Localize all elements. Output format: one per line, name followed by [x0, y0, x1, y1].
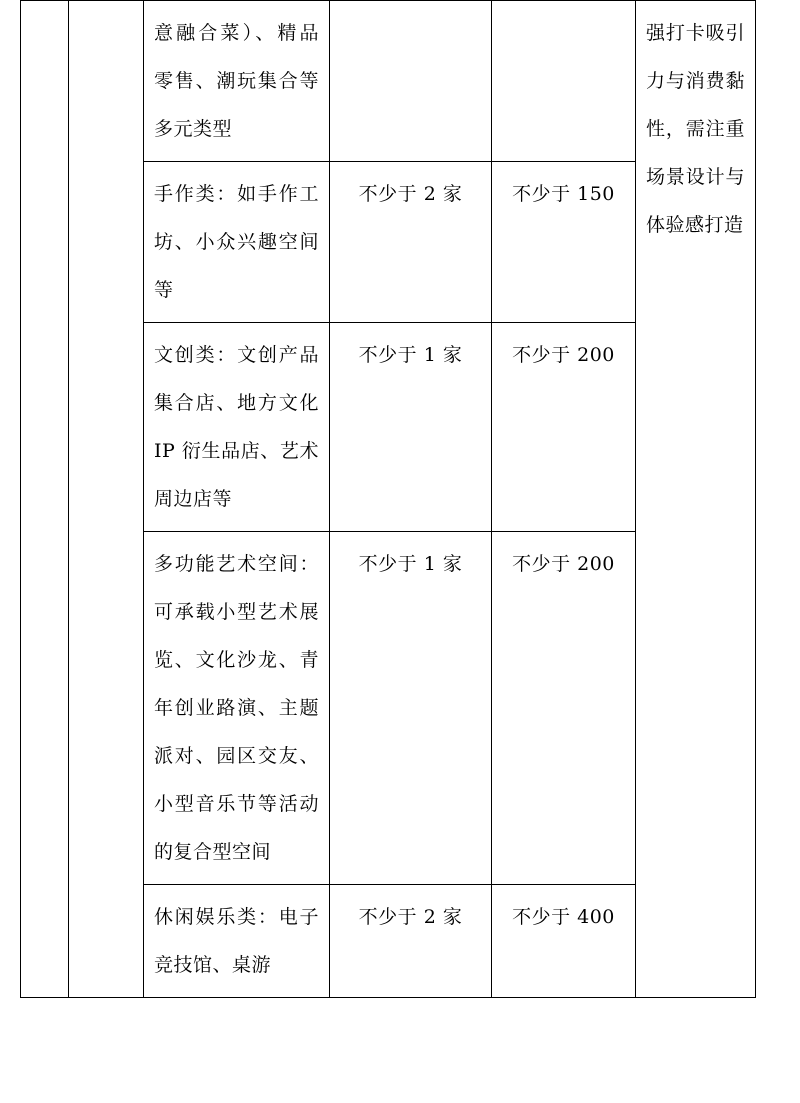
table-cell-category: 休闲娱乐类：电子竞技馆、桌游 — [144, 885, 330, 998]
table-cell-note: 强打卡吸引力与消费黏性，需注重场景设计与体验感打造 — [636, 1, 756, 998]
table-cell-quantity: 不少于 1 家 — [330, 532, 492, 885]
requirements-table — [20, 0, 756, 998]
table-cell-area — [492, 1, 636, 162]
table-cell-area: 不少于 400 — [492, 885, 636, 998]
table-cell-merged-col2 — [69, 1, 144, 998]
table-cell-quantity: 不少于 2 家 — [330, 162, 492, 323]
table-row — [21, 1, 756, 162]
table-cell-quantity — [330, 1, 492, 162]
table-cell-quantity: 不少于 2 家 — [330, 885, 492, 998]
table-cell-merged-col1 — [21, 1, 69, 998]
table-cell-category: 意融合菜）、精品零售、潮玩集合等多元类型 — [144, 1, 330, 162]
table-cell-category: 多功能艺术空间：可承载小型艺术展览、文化沙龙、青年创业路演、主题派对、园区交友、小型音乐节等活动的复合型空间 — [144, 532, 330, 885]
table-cell-area: 不少于 200 — [492, 323, 636, 532]
table-cell-area: 不少于 150 — [492, 162, 636, 323]
table-cell-quantity: 不少于 1 家 — [330, 323, 492, 532]
table-cell-category: 手作类：如手作工坊、小众兴趣空间等 — [144, 162, 330, 323]
table-cell-category: 文创类：文创产品集合店、地方文化 IP 衍生品店、艺术周边店等 — [144, 323, 330, 532]
table-cell-area: 不少于 200 — [492, 532, 636, 885]
